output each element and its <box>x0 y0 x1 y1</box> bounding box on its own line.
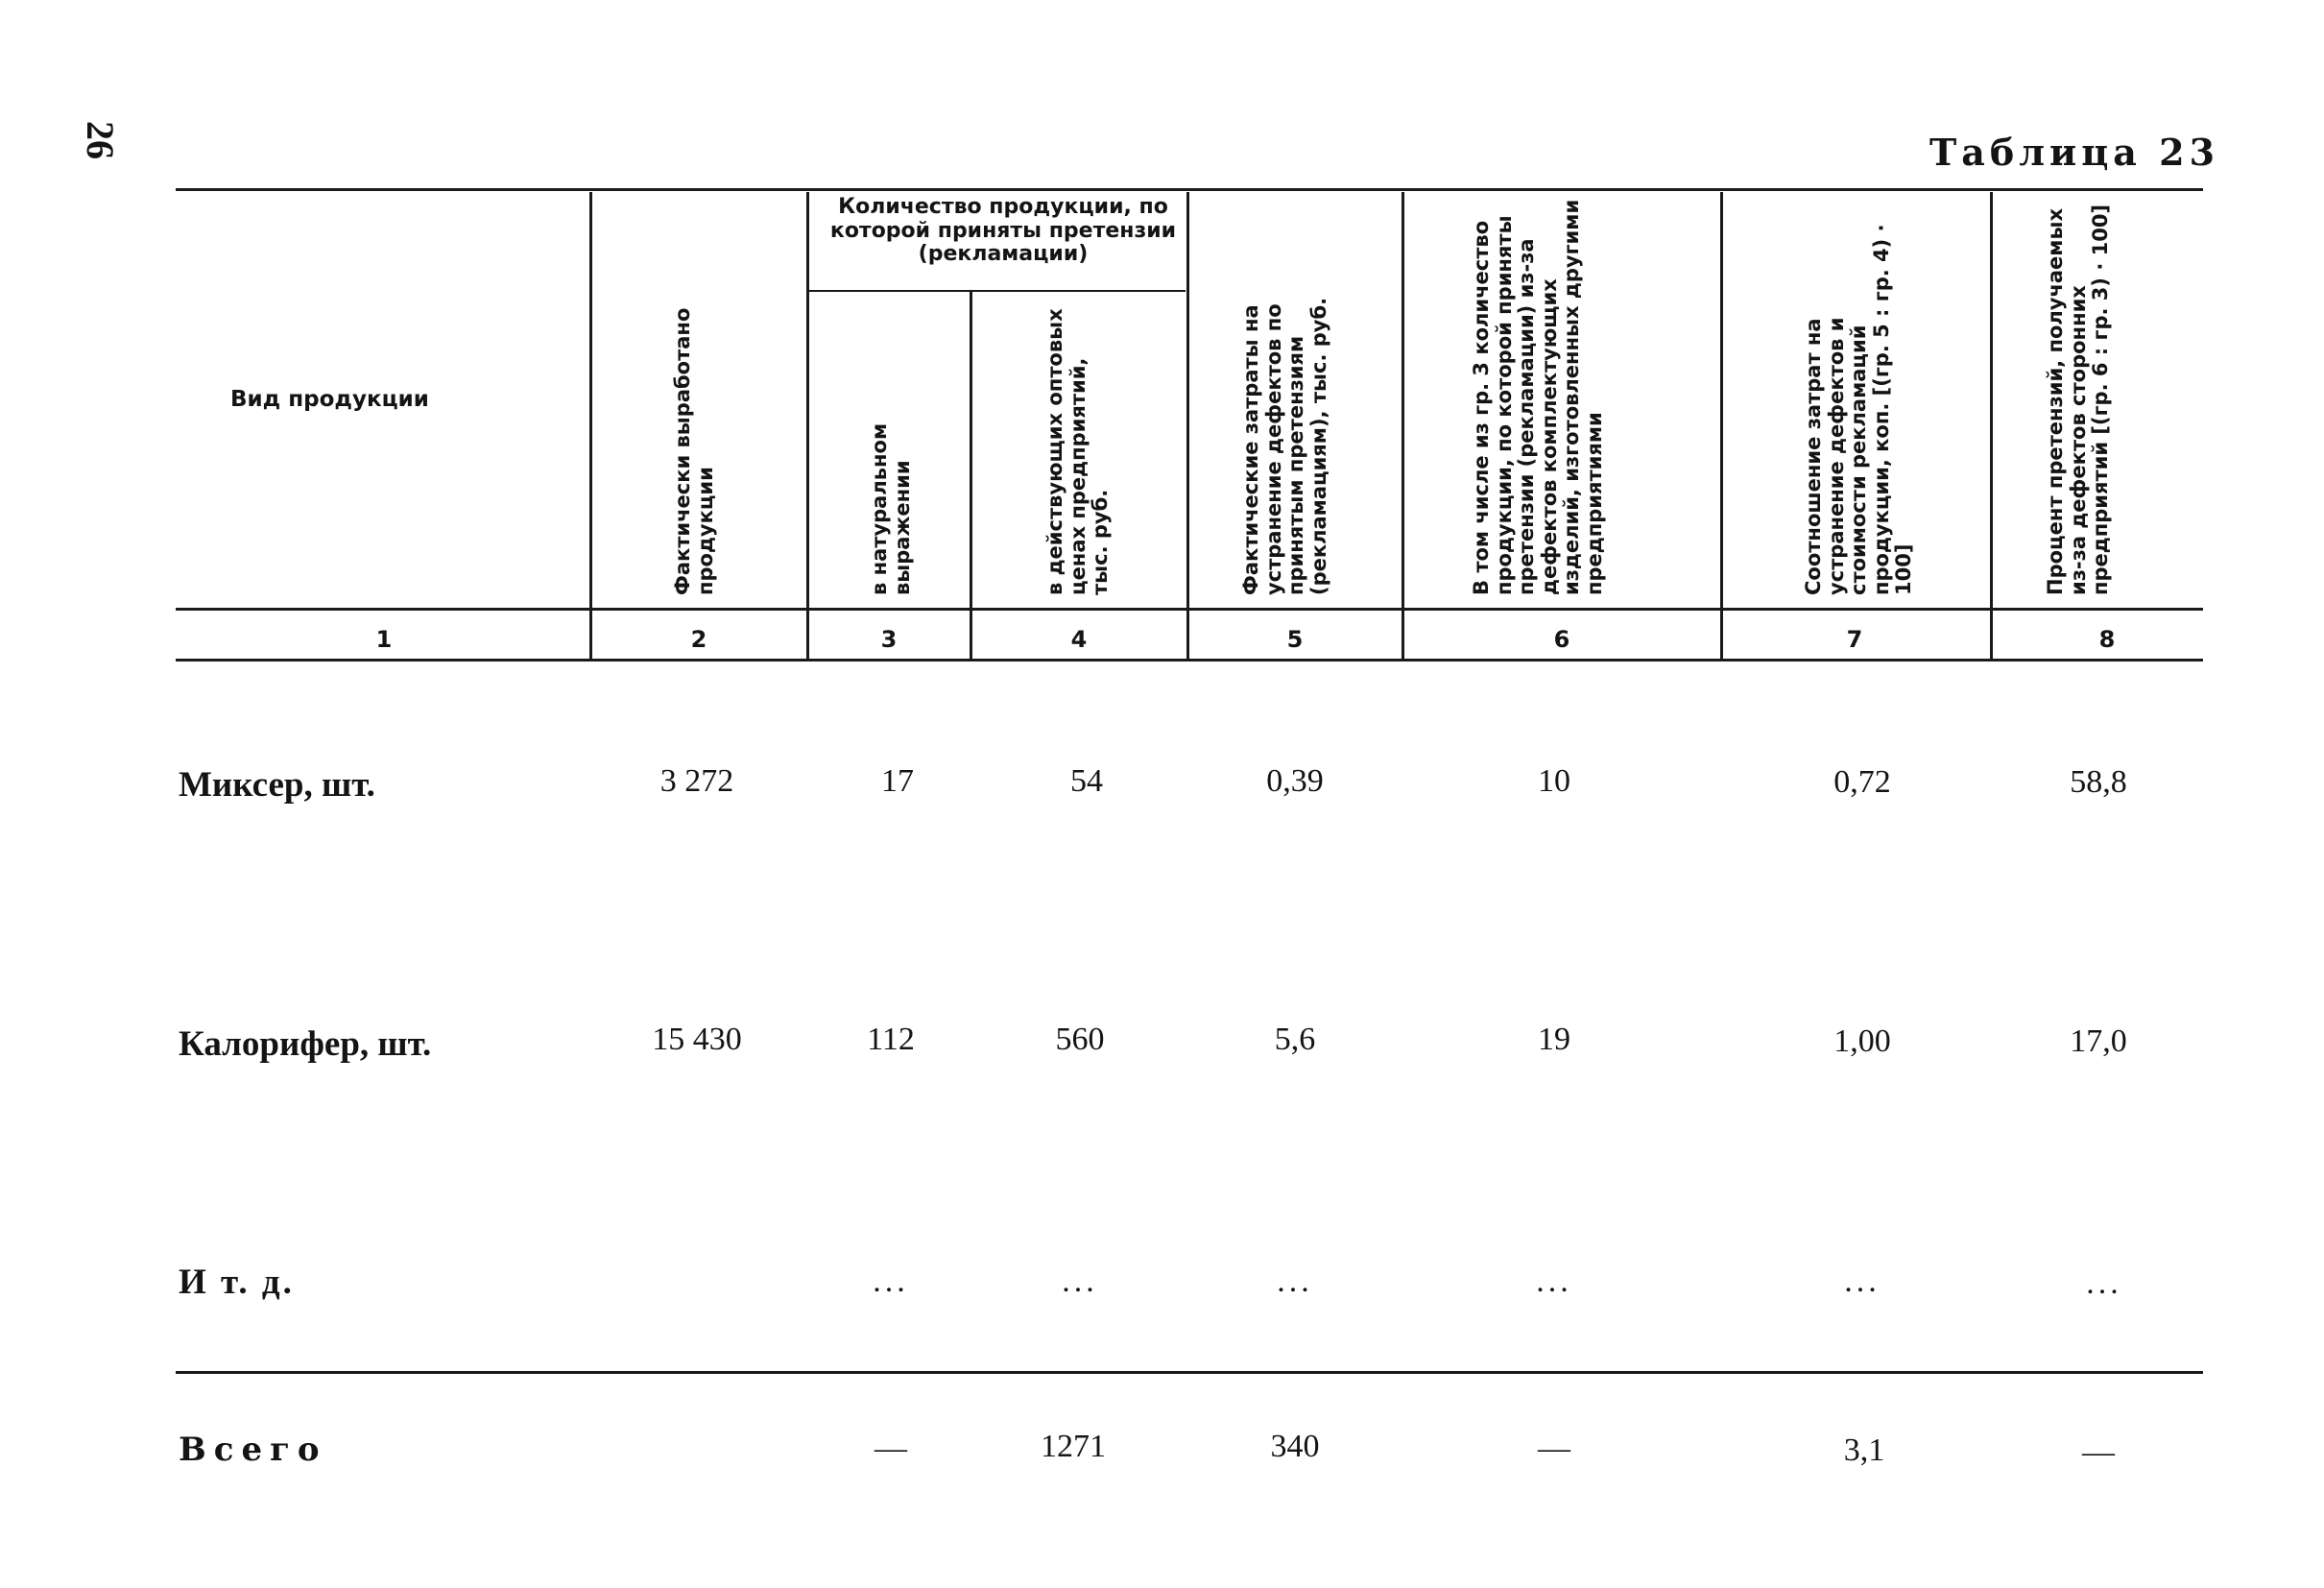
cell-total-costs: 340 <box>1270 1429 1320 1464</box>
table-top-rule <box>176 188 2203 191</box>
cell-heater-percent: 17,0 <box>2070 1023 2127 1059</box>
cell-total-percent: — <box>2082 1434 2115 1470</box>
cell-total-wholesale: 1271 <box>1041 1429 1106 1464</box>
row-label-heater: Калорифер, шт. <box>179 1024 432 1064</box>
cell-heater-ratio: 1,00 <box>1833 1023 1891 1059</box>
cell-mixer-ratio: 0,72 <box>1833 764 1891 800</box>
column-number-4: 4 <box>1070 626 1088 653</box>
cell-etc-natural: ... <box>873 1263 909 1299</box>
cell-mixer-wholesale: 54 <box>1070 763 1103 799</box>
cell-total-natural: — <box>874 1431 907 1466</box>
header-components-defects: В том числе из гр. 3 количество продукции, по которой приняты претензии (рекламации) из-за дефектов комплектующих изделий, изготовленных другими предприятиями <box>1470 199 1606 595</box>
header-produced: Фактически выработано продукции <box>671 307 717 595</box>
column-number-5: 5 <box>1286 626 1304 653</box>
cell-mixer-produced: 3 272 <box>659 763 734 799</box>
cell-etc-components: ... <box>1536 1263 1572 1299</box>
header-product-type: Вид продукции <box>230 387 429 412</box>
table-title: Таблица 23 <box>1929 131 2220 174</box>
page-number: 26 <box>79 121 122 159</box>
header-bottom-rule <box>176 608 2203 611</box>
row-label-total: Всего <box>179 1431 327 1469</box>
column-divider-6 <box>1720 192 1723 659</box>
column-divider-3 <box>970 292 972 659</box>
total-separator-rule <box>176 1371 2203 1374</box>
column-number-2: 2 <box>690 626 707 653</box>
header-third-party-percent: Процент претензий, получаемых из-за дефектов сторонних предприятий [(гр. 6 : гр. 3) · 100] <box>2044 204 2113 595</box>
cell-total-ratio: 3,1 <box>1843 1432 1885 1468</box>
header-cost-ratio: Соотношение затрат на устранение дефектов и стоимости рекламаций продукции, коп. [(гр. 5 : гр. 4) · 100] <box>1802 224 1916 595</box>
cell-etc-costs: ... <box>1277 1263 1313 1299</box>
row-label-mixer: Миксер, шт. <box>179 765 375 805</box>
header-group-claims: Количество продукции, по которой приняты претензии (рекламации) <box>829 195 1177 267</box>
cell-etc-wholesale: ... <box>1062 1263 1098 1299</box>
cell-mixer-natural: 17 <box>881 763 914 799</box>
header-wholesale-prices: в действующих оптовых ценах предприятий, тыс. руб. <box>1043 308 1113 595</box>
column-numbers-rule <box>176 659 2203 662</box>
column-number-8: 8 <box>2098 626 2116 653</box>
cell-etc-percent: ... <box>2086 1265 2122 1301</box>
column-number-6: 6 <box>1553 626 1570 653</box>
header-natural-units: в натуральном выражении <box>868 422 914 595</box>
column-divider-2 <box>806 192 809 659</box>
column-number-1: 1 <box>375 626 393 653</box>
row-label-etc: И т. д. <box>179 1263 295 1302</box>
column-divider-5 <box>1402 192 1404 659</box>
column-divider-1 <box>589 192 592 659</box>
cell-total-components: — <box>1538 1431 1570 1466</box>
cell-mixer-costs: 0,39 <box>1266 763 1324 799</box>
cell-etc-ratio: ... <box>1844 1263 1881 1299</box>
cell-heater-produced: 15 430 <box>652 1022 742 1057</box>
cell-heater-costs: 5,6 <box>1274 1022 1316 1057</box>
column-divider-4 <box>1186 192 1189 659</box>
column-number-3: 3 <box>880 626 898 653</box>
cell-heater-natural: 112 <box>867 1022 915 1057</box>
cell-heater-wholesale: 560 <box>1055 1022 1105 1057</box>
column-number-7: 7 <box>1846 626 1863 653</box>
cell-mixer-components: 10 <box>1538 763 1570 799</box>
header-actual-costs: Фактические затраты на устранение дефектов по принятым претензиям (рекламациям), тыс. руб. <box>1239 297 1330 595</box>
group-header-rule <box>808 290 1186 292</box>
cell-heater-components: 19 <box>1538 1022 1570 1057</box>
cell-mixer-percent: 58,8 <box>2070 764 2127 800</box>
column-divider-7 <box>1990 192 1993 659</box>
